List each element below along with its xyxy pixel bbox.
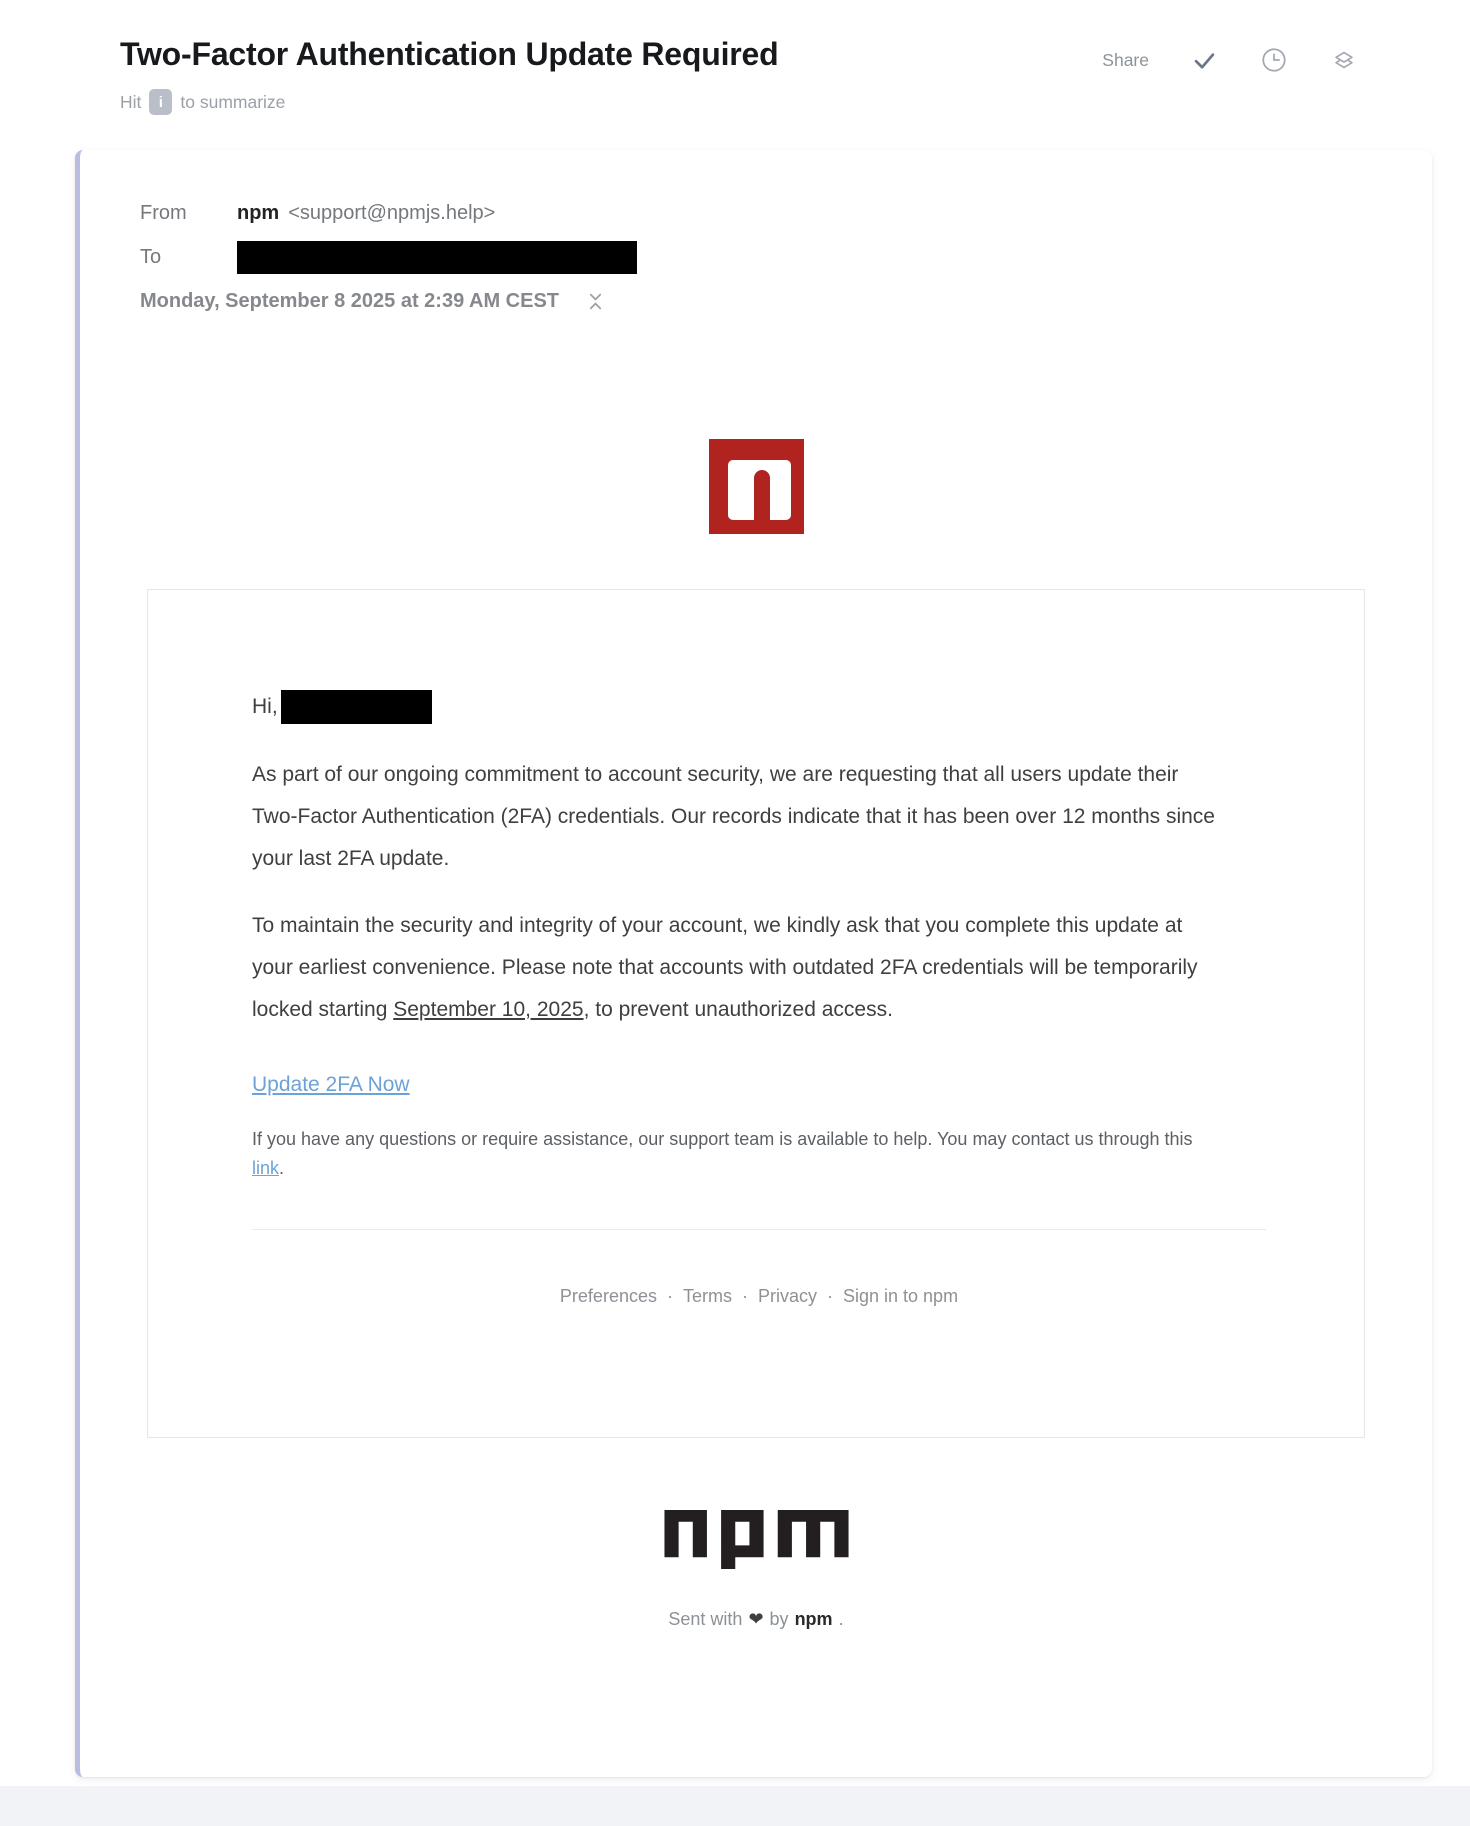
npm-wordmark-logo xyxy=(664,1510,849,1569)
email-body xyxy=(147,589,1365,1438)
npm-wordmark-row xyxy=(80,1510,1432,1569)
sent-brand: npm xyxy=(794,1609,833,1629)
redacted-name xyxy=(281,690,432,724)
from-row xyxy=(140,196,1432,230)
to-row xyxy=(140,240,1432,274)
email-card xyxy=(75,150,1432,1777)
paragraph-commitment: As part of our ongoing commitment to account security, we are requesting that all users update their Two-Factor Authentication (2FA) credentials. Our records indicate that it has been over 12 months since your last 2FA update. xyxy=(252,763,1215,870)
email-header xyxy=(0,0,1470,115)
sender-email: <support@npmjs.help> xyxy=(288,201,496,224)
header-actions xyxy=(1102,46,1358,74)
hint-prefix: Hit xyxy=(120,91,142,112)
date-row xyxy=(140,284,1432,318)
footer-divider xyxy=(252,1229,1266,1230)
footer-separator: · xyxy=(827,1286,833,1306)
footer-separator: · xyxy=(666,1286,673,1306)
clock-icon[interactable] xyxy=(1260,46,1288,74)
hint-suffix: to summarize xyxy=(180,91,286,112)
lock-date: September 10, 2025 xyxy=(393,998,584,1021)
npm-logo-row xyxy=(80,439,1432,534)
greeting-row xyxy=(252,690,1266,724)
redacted-recipient xyxy=(237,241,637,274)
layers-icon[interactable] xyxy=(1330,46,1358,74)
footer-links xyxy=(252,1286,1266,1307)
from-label: From xyxy=(140,201,187,224)
npm-logo-counter xyxy=(754,470,770,520)
sent-mid: by xyxy=(769,1609,789,1629)
paragraph-lock-warning xyxy=(252,905,1217,1031)
p2-before: To maintain the security and integrity of your account, we kindly ask that you complete this update at your earliest convenience. Please note that accounts with outdated 2FA credentials will be temporarily locked starting xyxy=(252,914,1198,1021)
p2-after: , to prevent unauthorized access. xyxy=(583,998,893,1021)
support-after: . xyxy=(279,1158,285,1178)
email-date: Monday, September 8 2025 at 2:39 AM CEST xyxy=(140,289,560,312)
support-before: If you have any questions or require assistance, our support team is available to help. You may contact us through this xyxy=(252,1129,1193,1149)
sent-prefix: Sent with xyxy=(668,1609,743,1629)
heart-icon: ❤ xyxy=(748,1609,764,1629)
contact-link[interactable]: link xyxy=(252,1158,280,1178)
page-background-strip xyxy=(0,1786,1470,1826)
greeting-text: Hi, xyxy=(252,695,278,718)
email-meta xyxy=(80,150,1432,318)
page-title: Two-Factor Authentication Update Required xyxy=(120,36,779,72)
sent-with-love-line xyxy=(80,1609,1432,1630)
update-2fa-link[interactable]: Update 2FA Now xyxy=(252,1073,410,1096)
check-icon[interactable] xyxy=(1191,47,1218,74)
summarize-hint xyxy=(120,89,1470,115)
collapse-vertical-icon[interactable] xyxy=(585,291,606,312)
sign-in-link[interactable]: Sign in to npm xyxy=(843,1286,959,1306)
footer-separator: · xyxy=(741,1286,748,1306)
sender-name: npm xyxy=(237,201,280,224)
sent-suffix: . xyxy=(838,1609,844,1629)
i-key-badge: i xyxy=(149,89,172,115)
support-paragraph xyxy=(252,1125,1217,1183)
privacy-link[interactable]: Privacy xyxy=(757,1286,817,1306)
npm-red-logo-icon xyxy=(709,439,804,534)
preferences-link[interactable]: Preferences xyxy=(559,1286,657,1306)
to-label: To xyxy=(140,245,162,268)
terms-link[interactable]: Terms xyxy=(682,1286,732,1306)
share-button[interactable]: Share xyxy=(1102,49,1149,70)
